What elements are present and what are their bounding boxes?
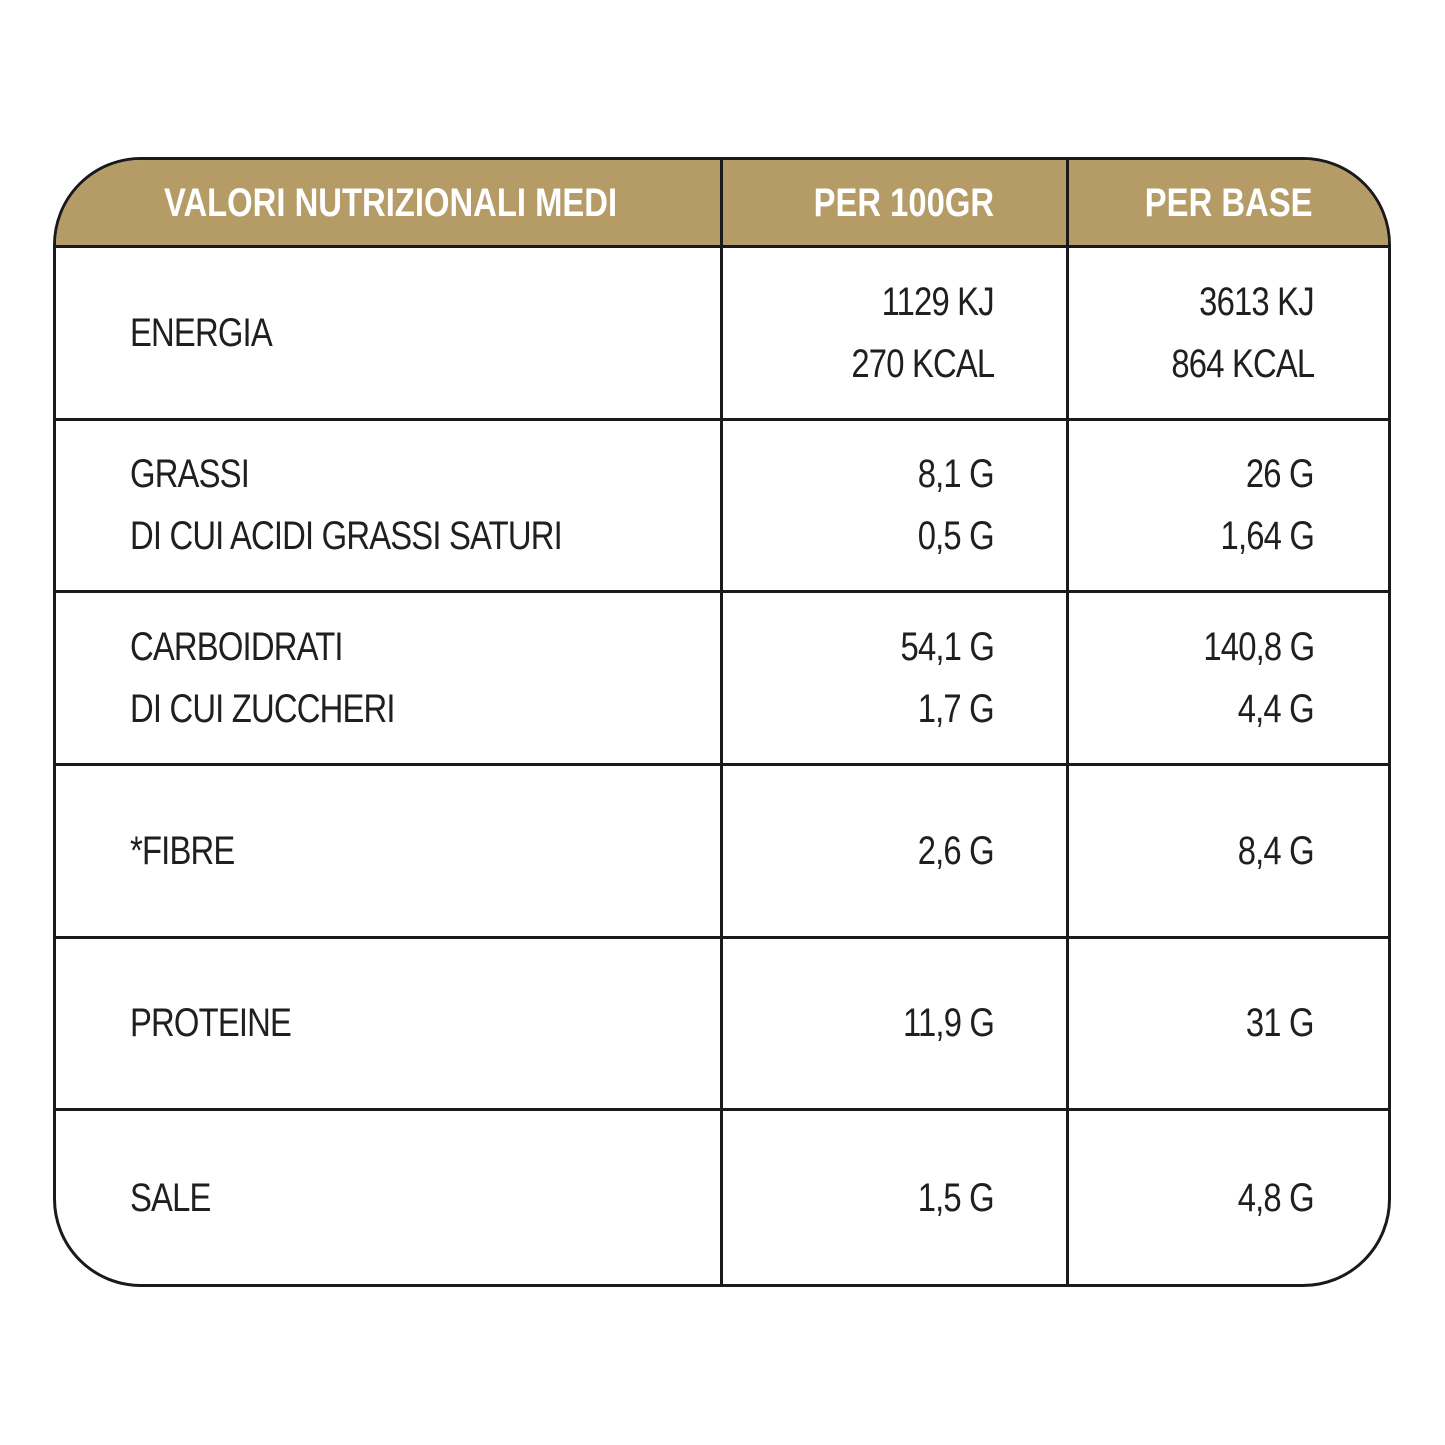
row-grassi-label xyxy=(56,421,723,594)
row-sale-perbase xyxy=(1069,1111,1388,1284)
header-per-100gr-label: PER 100GR xyxy=(813,180,994,225)
value-main: 140,8 G xyxy=(1203,625,1314,670)
value-main: 1,5 G xyxy=(917,1175,994,1220)
header-nutrients-label: VALORI NUTRIZIONALI MEDI xyxy=(164,180,618,225)
row-fibre-label xyxy=(56,766,723,939)
value-kj: 1129 KJ xyxy=(881,279,994,324)
row-grassi-perbase xyxy=(1069,421,1388,594)
header-per-base xyxy=(1069,160,1388,248)
row-sale-label xyxy=(56,1111,723,1284)
row-fibre-perbase xyxy=(1069,766,1388,939)
nutrient-name: *FIBRE xyxy=(130,828,235,873)
nutrient-name: GRASSI xyxy=(130,452,250,497)
value-main: 54,1 G xyxy=(900,625,994,670)
row-sale-per100 xyxy=(723,1111,1069,1284)
value-main: 11,9 G xyxy=(902,1001,994,1046)
nutrient-name: PROTEINE xyxy=(130,1001,292,1046)
value-main: 4,8 G xyxy=(1237,1175,1314,1220)
row-carboidrati-per100 xyxy=(723,593,1069,766)
nutrition-table xyxy=(53,157,1391,1287)
row-proteine-per100 xyxy=(723,939,1069,1112)
row-energia-label xyxy=(56,248,723,421)
row-energia-perbase xyxy=(1069,248,1388,421)
row-grassi-per100 xyxy=(723,421,1069,594)
row-proteine-perbase xyxy=(1069,939,1388,1112)
header-per-100gr xyxy=(723,160,1069,248)
value-sub: 4,4 G xyxy=(1237,687,1314,732)
nutrient-name: SALE xyxy=(130,1175,211,1220)
nutrient-name: CARBOIDRATI xyxy=(130,625,343,670)
value-sub: 1,7 G xyxy=(917,687,994,732)
value-main: 31 G xyxy=(1246,1001,1314,1046)
row-proteine-label xyxy=(56,939,723,1112)
value-main: 26 G xyxy=(1246,452,1314,497)
row-carboidrati-label xyxy=(56,593,723,766)
header-per-base-label: PER BASE xyxy=(1144,180,1312,225)
value-sub: 1,64 G xyxy=(1220,514,1314,559)
row-fibre-per100 xyxy=(723,766,1069,939)
nutrient-subname: DI CUI ZUCCHERI xyxy=(130,687,395,732)
value-main: 8,1 G xyxy=(917,452,994,497)
value-main: 2,6 G xyxy=(917,828,994,873)
row-energia-per100 xyxy=(723,248,1069,421)
value-kj: 3613 KJ xyxy=(1199,279,1314,324)
nutrient-name: ENERGIA xyxy=(130,310,272,355)
nutrient-subname: DI CUI ACIDI GRASSI SATURI xyxy=(130,514,562,559)
nutrition-grid xyxy=(56,160,1388,1284)
value-sub: 0,5 G xyxy=(917,514,994,559)
row-carboidrati-perbase xyxy=(1069,593,1388,766)
value-kcal: 864 KCAL xyxy=(1171,341,1314,386)
header-nutrients xyxy=(56,160,723,248)
value-main: 8,4 G xyxy=(1237,828,1314,873)
value-kcal: 270 KCAL xyxy=(851,341,994,386)
